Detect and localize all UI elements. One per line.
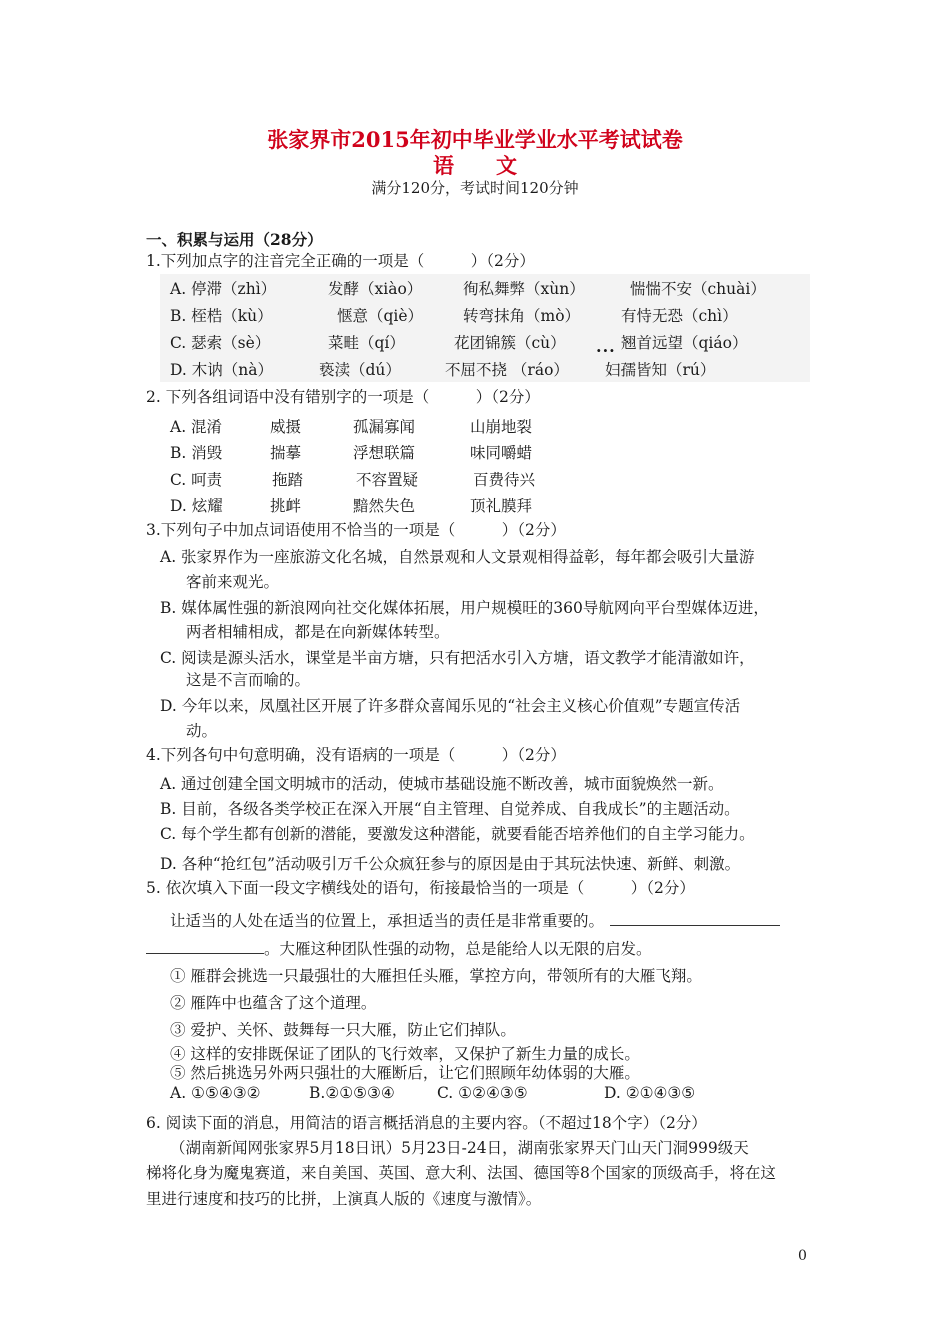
emphasis-dots: ··· <box>596 341 616 360</box>
q5-passage-line1 <box>170 909 780 931</box>
q5-passage-line2 <box>146 937 652 959</box>
q5-sentence-4: ④ 这样的安排既保证了团队的飞行效率，又保护了新生力量的成长。 <box>170 1045 640 1063</box>
q2-option: 揣摹 <box>270 444 302 462</box>
q1-option: 转弯抹角（mò） <box>463 307 581 325</box>
q3-stem: 3.下列句子中加点词语使用不恰当的一项是（ ）（2分） <box>146 521 566 539</box>
q2-option: 孤漏寡闻 <box>353 418 416 436</box>
q2-option: 挑衅 <box>270 497 302 515</box>
q2-option: B. 消毁 <box>170 444 223 462</box>
q3-option-c: C. 阅读是源头活水，课堂是半亩方塘，只有把活水引入方塘，语文教学才能清澈如许， <box>160 649 755 667</box>
q5-option-b: B.②①⑤③④ <box>309 1084 395 1102</box>
q5-passage-text: 让适当的人处在适当的位置上，承担适当的责任是非常重要的。 <box>170 912 605 930</box>
subject-title: 语 文 <box>433 153 517 178</box>
exam-title: 张家界市2015年初中毕业学业水平考试试卷 <box>267 127 683 152</box>
q3-option-a: A. 张家界作为一座旅游文化名城，自然景观和人文景观相得益彰，每年都会吸引大量游 <box>160 548 755 566</box>
q4-option-a: A. 通过创建全国文明城市的活动，使城市基础设施不断改善，城市面貌焕然一新。 <box>160 775 724 793</box>
q6-news-line1: （湖南新闻网张家界5月18日讯）5月23日-24日，湖南张家界天门山天门洞999级天 <box>170 1139 749 1157</box>
q2-option: 山崩地裂 <box>470 418 533 436</box>
q2-option: 威摄 <box>270 418 302 436</box>
q2-option: 拖踏 <box>272 471 304 489</box>
section-heading: 一、积累与运用（28分） <box>146 230 323 249</box>
exam-info: 满分120分，考试时间120分钟 <box>371 179 579 197</box>
q4-option-c: C. 每个学生都有创新的潜能，要激发这种潜能，就要看能否培养他们的自主学习能力。 <box>160 825 755 843</box>
q1-option: D. 木讷（nà） <box>170 361 273 379</box>
q5-passage-text: 。大雁这种团队性强的动物，总是能给人以无限的启发。 <box>264 940 652 958</box>
q1-option: C. 瑟索（sè） <box>170 334 271 352</box>
q1-option: B. 桎梏（kù） <box>170 307 273 325</box>
q1-option: 惬意（qiè） <box>337 307 424 325</box>
q6-news-line2: 梯将化身为魔鬼赛道，来自美国、英国、意大利、法国、德国等8个国家的顶级高手，将在这 <box>146 1164 776 1182</box>
q2-option: 不容置疑 <box>356 471 419 489</box>
q2-option: 浮想联篇 <box>353 444 416 462</box>
q2-option: 百费待兴 <box>473 471 536 489</box>
q5-sentence-1: ① 雁群会挑选一只最强壮的大雁担任头雁，掌控方向，带领所有的大雁飞翔。 <box>170 967 702 985</box>
page-number: 0 <box>798 1248 807 1264</box>
q4-option-b: B. 目前，各级各类学校正在深入开展“自主管理、自觉养成、自我成长”的主题活动。 <box>160 800 740 818</box>
q1-option: A. 停滞（zhì） <box>170 280 277 298</box>
q3-option-d-cont: 动。 <box>186 722 218 740</box>
answer-blank <box>146 939 264 954</box>
q1-option: 翘首远望（qiáo） <box>621 334 748 352</box>
q3-option-c-cont: 这是不言而喻的。 <box>186 671 311 689</box>
q2-stem: 2. 下列各组词语中没有错别字的一项是（ ）（2分） <box>146 388 540 406</box>
q5-sentence-5: ⑤ 然后挑选另外两只强壮的大雁断后，让它们照顾年幼体弱的大雁。 <box>170 1064 640 1082</box>
q2-option: 顶礼膜拜 <box>470 497 533 515</box>
q2-option: 味同嚼蜡 <box>470 444 533 462</box>
q2-option: A. 混淆 <box>170 418 223 436</box>
q5-sentence-3: ③ 爱护、关怀、鼓舞每一只大雁，防止它们掉队。 <box>170 1021 516 1039</box>
q2-option: D. 炫耀 <box>170 497 223 515</box>
q1-option: 花团锦簇（cù） <box>454 334 566 352</box>
q1-option: 不屈不挠 （ráo） <box>445 361 569 379</box>
q5-stem: 5. 依次填入下面一段文字横线处的语句，衔接最恰当的一项是（ ）（2分） <box>146 879 695 897</box>
q2-option: 黯然失色 <box>353 497 416 515</box>
q1-option: 徇私舞弊（xùn） <box>463 280 585 298</box>
q5-sentence-2: ② 雁阵中也蕴含了这个道理。 <box>170 994 377 1012</box>
q4-option-d: D. 各种“抢红包”活动吸引万千公众疯狂参与的原因是由于其玩法快速、新鲜、刺激。 <box>160 855 741 873</box>
q2-option: C. 呵责 <box>170 471 223 489</box>
q1-option: 妇孺皆知（rú） <box>605 361 716 379</box>
q5-option-a: A. ①⑤④③② <box>170 1084 261 1102</box>
q5-option-d: D. ②①④③⑤ <box>604 1084 696 1102</box>
q1-option: 亵渎（dú） <box>319 361 401 379</box>
q1-option: 惴惴不安（chuài） <box>630 280 766 298</box>
q6-news-line3: 里进行速度和技巧的比拼，上演真人版的《速度与激情》。 <box>146 1190 542 1208</box>
q3-option-b: B. 媒体属性强的新浪网向社交化媒体拓展，用户规模旺的360导航网向平台型媒体迈进， <box>160 599 769 617</box>
q4-stem: 4.下列各句中句意明确，没有语病的一项是（ ）（2分） <box>146 746 566 764</box>
q1-option: 菜畦（qí） <box>328 334 405 352</box>
q3-option-a-cont: 客前来观光。 <box>186 573 280 591</box>
q5-option-c: C. ①②④③⑤ <box>437 1084 528 1102</box>
q6-stem: 6. 阅读下面的消息，用简洁的语言概括消息的主要内容。（不超过18个字）（2分） <box>146 1114 707 1132</box>
q3-option-d: D. 今年以来，凤凰社区开展了许多群众喜闻乐见的“社会主义核心价值观”专题宣传活 <box>160 697 741 715</box>
q1-stem: 1.下列加点字的注音完全正确的一项是（ ）（2分） <box>146 252 535 270</box>
q1-option: 发酵（xiào） <box>328 280 423 298</box>
q1-option: 有恃无恐（chì） <box>621 307 738 325</box>
q3-option-b-cont: 两者相辅相成，都是在向新媒体转型。 <box>186 623 450 641</box>
answer-blank <box>610 911 780 926</box>
